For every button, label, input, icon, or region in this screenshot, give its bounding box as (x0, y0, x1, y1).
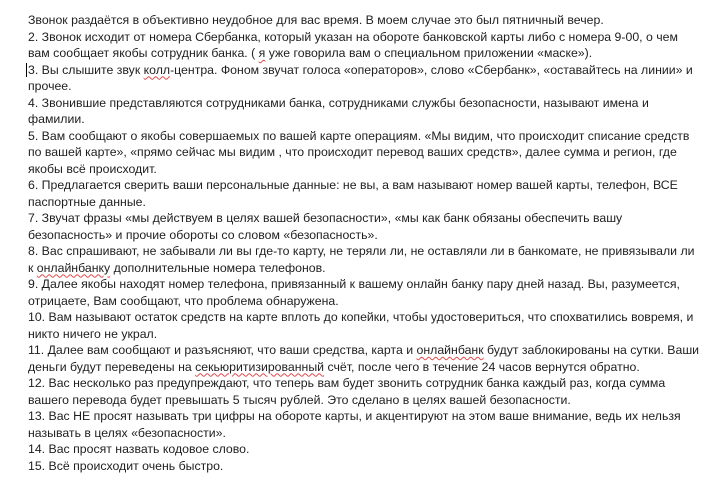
paragraph-text: дополнительные номера телефонов. (110, 260, 326, 275)
spellcheck-flagged-word: колл (143, 62, 171, 77)
paragraph-6 (28, 177, 700, 210)
paragraph-text: 10. Вам называют остаток средств на карте вплоть до копейки, чтобы удостовериться, что спохватились вовремя, и никто ничего не украл. (28, 310, 694, 341)
paragraph-text: 7. Звучат фразы «мы действуем в целях вашей безопасности», «мы как банк обязаны обеспечить вашу безопасность» и прочие обороты со словом «безопасность». (28, 211, 623, 242)
spellcheck-flagged-word: онлайнбанк (416, 343, 484, 357)
paragraph-text: уже говорила вам о специальном приложении «маске»). (265, 46, 593, 60)
document-body[interactable] (28, 12, 700, 474)
paragraph-14 (28, 441, 700, 458)
paragraph-3 (28, 62, 700, 95)
paragraph-text: Звонок раздаётся в объективно неудобное для вас время. В моем случае это был пятничный вечер. (28, 13, 604, 27)
paragraph-text: 6. Предлагается сверить ваши персональные данные: не вы, а вам называют номер вашей карты, телефон, ВСЕ паспортные данные. (28, 178, 678, 209)
paragraph-text: 4. Звонившие представляются сотрудниками банка, сотрудниками службы безопасности, называют имена и фамилии. (28, 95, 649, 126)
paragraph-intro (28, 12, 700, 29)
spellcheck-flagged-word: секьюритизированный (195, 359, 325, 374)
paragraph-4 (28, 95, 700, 128)
paragraph-11 (28, 342, 700, 375)
paragraph-15 (28, 458, 700, 475)
paragraph-2 (28, 29, 700, 62)
paragraph-text: 9. Далее якобы находят номер телефона, привязанный к вашему онлайн банку пару дней назад. Вы, разумеется, отрицаете, Вам сообщают, что проблема обнаружена. (28, 277, 680, 308)
paragraph-text: 12. Вас несколько раз предупреждают, что теперь вам будет звонить сотрудник банка каждый раз, когда сумма вашего перевода будет превышать 5 тысяч рублей. Это сделано в целях вашей безопасности. (28, 376, 666, 407)
paragraph-text: 11. Далее вам сообщают и разъясняют, что ваши средства, карта и (28, 343, 417, 357)
paragraph-text: 5. Вам сообщают о якобы совершаемых по вашей карте операциям. «Мы видим, что происходит списание средств по вашей карте», «прямо сейчас мы видим , что происходит перевод ваших средств», далее сумма и регион, где якобы всё происходит. (28, 128, 690, 176)
paragraph-text: 13. Вас НЕ просят называть три цифры на обороте карты, и акцентируют на этом ваше внимание, ведь их нельзя называть в целях «безопасности». (28, 409, 681, 440)
paragraph-text: будут заблокированы на сутки. Ваши деньги будут переведены на (28, 343, 700, 374)
paragraph-7 (28, 210, 700, 243)
paragraph-text: 14. Вас просят назвать кодовое слово. (28, 442, 250, 456)
paragraph-8 (28, 243, 700, 276)
spellcheck-flagged-word: я (258, 46, 266, 60)
paragraph-text: 15. Всё происходит очень быстро. (28, 458, 224, 473)
paragraph-10 (28, 309, 700, 342)
paragraph-text: -центра. Фоном звучат голоса «операторов», слово «Сбербанк», «оставайтесь на линии» и прочее. (28, 62, 693, 93)
paragraph-text: 2. Звонок исходит от номера Сбербанка, который указан на обороте банковской карты либо с номера 9-00, о чем вам сообщает якобы сотрудник банка. ( (28, 29, 678, 60)
paragraph-12 (28, 375, 700, 408)
text-cursor (26, 63, 27, 77)
paragraph-text: 8. Вас спрашивают, не забывали ли вы где-то карту, не теряли ли, не оставляли ли в банкомате, не привязывали ли к (28, 244, 695, 275)
spellcheck-flagged-word: онлайнбанку (36, 260, 111, 275)
paragraph-9 (28, 276, 700, 309)
paragraph-5 (28, 128, 700, 178)
paragraph-13 (28, 408, 700, 441)
paragraph-text: 3. Вы слышите звук (28, 62, 144, 77)
paragraph-text: счёт, после чего в течение 24 часов вернутся обратно. (324, 359, 640, 374)
